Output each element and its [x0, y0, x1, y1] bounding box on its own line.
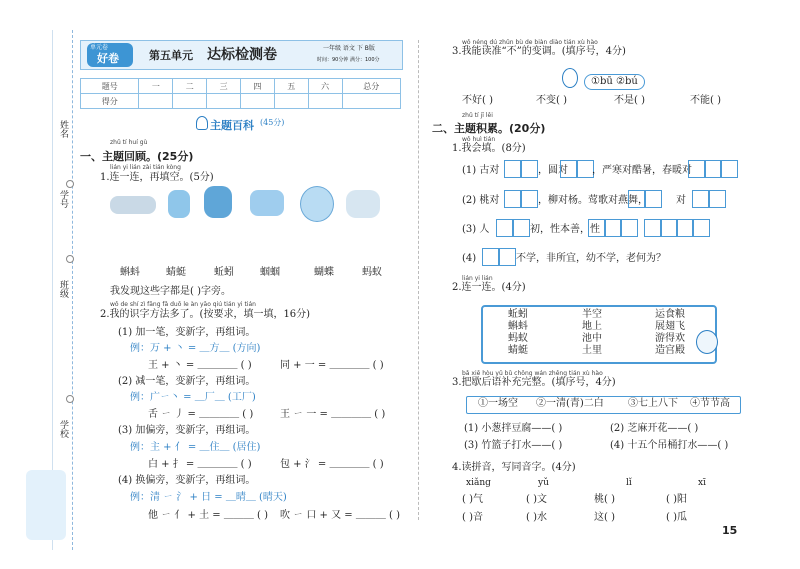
example: 例：清 ㄧ 氵 + 日 = ＿晴＿ (晴天) — [130, 492, 287, 503]
idiom-item: (3) 竹篮子打水——( ) — [464, 440, 563, 451]
char-box[interactable] — [520, 190, 538, 208]
animal-word: 蝈蝈 — [260, 267, 280, 278]
animal-word: 蚯蚓 — [214, 267, 234, 278]
exercise-row: 白 + 扌 = ＿＿＿＿ ( ) — [148, 459, 252, 470]
pinyin-word: lǐ — [626, 478, 632, 488]
pinyin-word: xī — [698, 478, 706, 488]
fill-text: (1) 古对 — [462, 165, 500, 176]
pinyin: bǎ xiē hòu yǔ bǔ chōng wán zhěng tián xù hào — [462, 370, 603, 377]
unit-title: 第五单元 — [149, 49, 193, 62]
animal-word: 蚂蚁 — [362, 267, 382, 278]
question-text: 1.连一连，再填空。(5分) — [100, 172, 214, 183]
pinyin-word: xiǎng — [466, 478, 491, 488]
score-head: 五 — [274, 79, 308, 94]
name-label: 姓名 — [58, 120, 68, 138]
pinyin: lián yi lián zài tián kòng — [110, 164, 181, 171]
exercise-row: 王 + 丶 = ＿＿＿＿ ( ) — [148, 360, 252, 371]
match-word: 半空 — [582, 309, 602, 320]
score-label: 得分 — [81, 94, 139, 109]
score-cell[interactable] — [240, 94, 274, 109]
exercise-row: 吹 ㄧ 口 + 又 = ＿＿＿ ( ) — [280, 510, 400, 521]
example: 例：主 + 亻 = ＿住＿ (居住) — [130, 442, 261, 453]
exercise-row: 舌 ㄧ 丿 = ＿＿＿＿ ( ) — [148, 409, 254, 420]
meta-top: 一年级 语文 下 B版 — [323, 45, 375, 52]
fill-text: ，柳对杨。莺歌对燕舞， — [538, 195, 648, 206]
score-head: 三 — [207, 79, 241, 94]
pinyin: wǒ de shí zì fāng fǎ duō le àn yāo qiú tián yi tián — [110, 301, 256, 308]
question-text: 4.读拼音，写同音字。(4分) — [452, 462, 576, 473]
match-word: 蝌蚪 — [508, 321, 528, 332]
match-word: 造宫殿 — [655, 345, 685, 356]
fill-text: ，严寒对酷暑，春暖对 — [592, 165, 692, 176]
fill-text: 不学，非所宜，幼不学，老何为？ — [516, 253, 666, 264]
pinyin: zhǔ tí jī lěi — [462, 112, 493, 119]
fill-text: (3) 人 — [462, 224, 490, 235]
answer-line: 我发现这些字都是( )字旁。 — [110, 286, 231, 297]
pinyin: lián yi lián — [462, 275, 493, 282]
mascot-badge — [26, 470, 66, 540]
homophone-item: ( )文 — [526, 494, 547, 505]
char-box[interactable] — [708, 190, 726, 208]
option: ②一清(青)二白 — [536, 398, 604, 409]
idiom-item: (1) 小葱拌豆腐——( ) — [464, 423, 563, 434]
school-label: 学校 — [58, 420, 68, 438]
snail-icon — [562, 68, 578, 88]
exercise-row: 包 + 氵 = ＿＿＿＿ ( ) — [280, 459, 384, 470]
homophone-item: ( )气 — [462, 494, 483, 505]
center-divider — [418, 40, 419, 520]
score-cell[interactable] — [207, 94, 241, 109]
butterfly-icon — [346, 190, 380, 218]
class-label: 班级 — [58, 280, 68, 298]
binding-line — [72, 30, 73, 550]
match-word: 土里 — [582, 345, 602, 356]
tone-item: 不是( ) — [614, 95, 645, 106]
fill-text: (2) 桃对 — [462, 195, 500, 206]
margin-ring — [66, 395, 74, 403]
group-head: (1) 加一笔，变新字，再组词。 — [118, 327, 256, 338]
pinyin: wǒ néng dú zhǔn bù de biàn diào tián xù hào — [462, 39, 598, 46]
option: ④节节高 — [690, 398, 730, 409]
exercise-row: 同 + 一 = ＿＿＿＿ ( ) — [280, 360, 384, 371]
score-cell[interactable] — [274, 94, 308, 109]
fill-text: ，圆对 — [538, 165, 568, 176]
question-text: 2.我的识字方法多了。(按要求，填一填，16分) — [100, 309, 311, 320]
score-head: 六 — [308, 79, 342, 94]
char-box[interactable] — [620, 219, 638, 237]
section-title: 一、主题回顾。(25分) — [80, 150, 194, 163]
section-title: 二、主题积累。(20分) — [432, 122, 546, 135]
match-word: 展翅飞 — [655, 321, 685, 332]
homophone-item: ( )水 — [526, 512, 547, 523]
pinyin: zhǔ tí huí gù — [110, 139, 148, 146]
question-text: 2.连一连。(4分) — [452, 282, 526, 293]
snail-icon — [696, 330, 718, 354]
match-word: 地上 — [582, 321, 602, 332]
question-text: 3.我能读准“不”的变调。(填序号，4分) — [452, 46, 626, 57]
animal-word: 蜻蜓 — [166, 267, 186, 278]
banner-title: 主题百科 — [210, 119, 254, 132]
char-box[interactable] — [692, 219, 710, 237]
question-text: 1.我会填。(8分) — [452, 143, 526, 154]
group-head: (2) 减一笔，变新字，再组词。 — [118, 376, 256, 387]
match-word: 游得欢 — [655, 333, 685, 344]
exam-header — [80, 40, 403, 70]
score-head: 四 — [240, 79, 274, 94]
margin-ring — [66, 180, 74, 188]
fill-text: 初，性本善，性 — [530, 224, 600, 235]
option: ③七上八下 — [628, 398, 678, 409]
match-word: 池中 — [582, 333, 602, 344]
score-cell[interactable] — [139, 94, 173, 109]
margin-ring — [66, 255, 74, 263]
grasshopper-icon — [250, 190, 284, 216]
question-text: 3.把歇后语补充完整。(填序号，4分) — [452, 377, 616, 388]
exercise-row: 他 ㄧ 亻 + 土 = ＿＿＿ ( ) — [148, 510, 268, 521]
score-table — [80, 78, 401, 109]
char-box[interactable] — [498, 248, 516, 266]
homophone-item: ( )阳 — [666, 494, 687, 505]
score-head: 一 — [139, 79, 173, 94]
banner-score: (45分) — [260, 118, 285, 127]
tone-item: 不变( ) — [536, 95, 567, 106]
exercise-row: 王 ㄧ 一 = ＿＿＿＿ ( ) — [280, 409, 386, 420]
tadpole-icon — [110, 196, 156, 214]
spider-icon — [300, 186, 334, 222]
fill-text: (4) — [462, 253, 477, 264]
animal-word: 蝌蚪 — [120, 267, 140, 278]
homophone-item: 这( ) — [594, 512, 615, 523]
homophone-item: ( )瓜 — [666, 512, 687, 523]
score-cell[interactable] — [173, 94, 207, 109]
char-box[interactable] — [720, 160, 738, 178]
bulb-icon — [196, 116, 208, 130]
idiom-item: (4) 十五个吊桶打水——( ) — [610, 440, 729, 451]
fill-text: 对 — [676, 195, 686, 206]
mantis-icon — [168, 190, 190, 218]
example: 例：广ㄧ丶 = ＿厂＿ (工厂) — [130, 392, 256, 403]
dragonfly-icon — [204, 186, 232, 218]
example: 例：万 + 丶 = ＿方＿ (方向) — [130, 343, 261, 354]
tone-options: ①bū ②bú — [584, 74, 645, 90]
match-word: 蚯蚓 — [508, 309, 528, 320]
page-number: 15 — [722, 524, 738, 537]
score-cell[interactable] — [308, 94, 342, 109]
match-word: 蜻蜓 — [508, 345, 528, 356]
homophone-item: 桃( ) — [594, 494, 615, 505]
score-head: 二 — [173, 79, 207, 94]
pinyin: wǒ huì tián — [462, 136, 496, 143]
char-box[interactable] — [520, 160, 538, 178]
logo-small: 单元卷 — [90, 44, 109, 51]
logo-big: 好卷 — [97, 52, 119, 65]
animal-word: 蝴蝶 — [314, 267, 334, 278]
group-head: (4) 换偏旁，变新字，再组词。 — [118, 475, 256, 486]
group-head: (3) 加偏旁，变新字，再组词。 — [118, 425, 256, 436]
homophone-item: ( )音 — [462, 512, 483, 523]
tone-item: 不能( ) — [690, 95, 721, 106]
char-box[interactable] — [644, 190, 662, 208]
match-word: 运食粮 — [655, 309, 685, 320]
match-word: 蚂蚁 — [508, 333, 528, 344]
pinyin-word: yǔ — [538, 478, 549, 488]
side-tag: 学号 — [58, 190, 68, 208]
score-head: 题号 — [81, 79, 139, 94]
meta-bottom: 时间：90分钟 满分：100分 — [317, 57, 380, 63]
score-cell[interactable] — [342, 94, 400, 109]
tone-item: 不好( ) — [462, 95, 493, 106]
idiom-item: (2) 芝麻开花——( ) — [610, 423, 699, 434]
option: ①一场空 — [478, 398, 518, 409]
exam-title: 达标检测卷 — [207, 47, 277, 63]
score-head: 总分 — [342, 79, 400, 94]
char-box[interactable] — [512, 219, 530, 237]
